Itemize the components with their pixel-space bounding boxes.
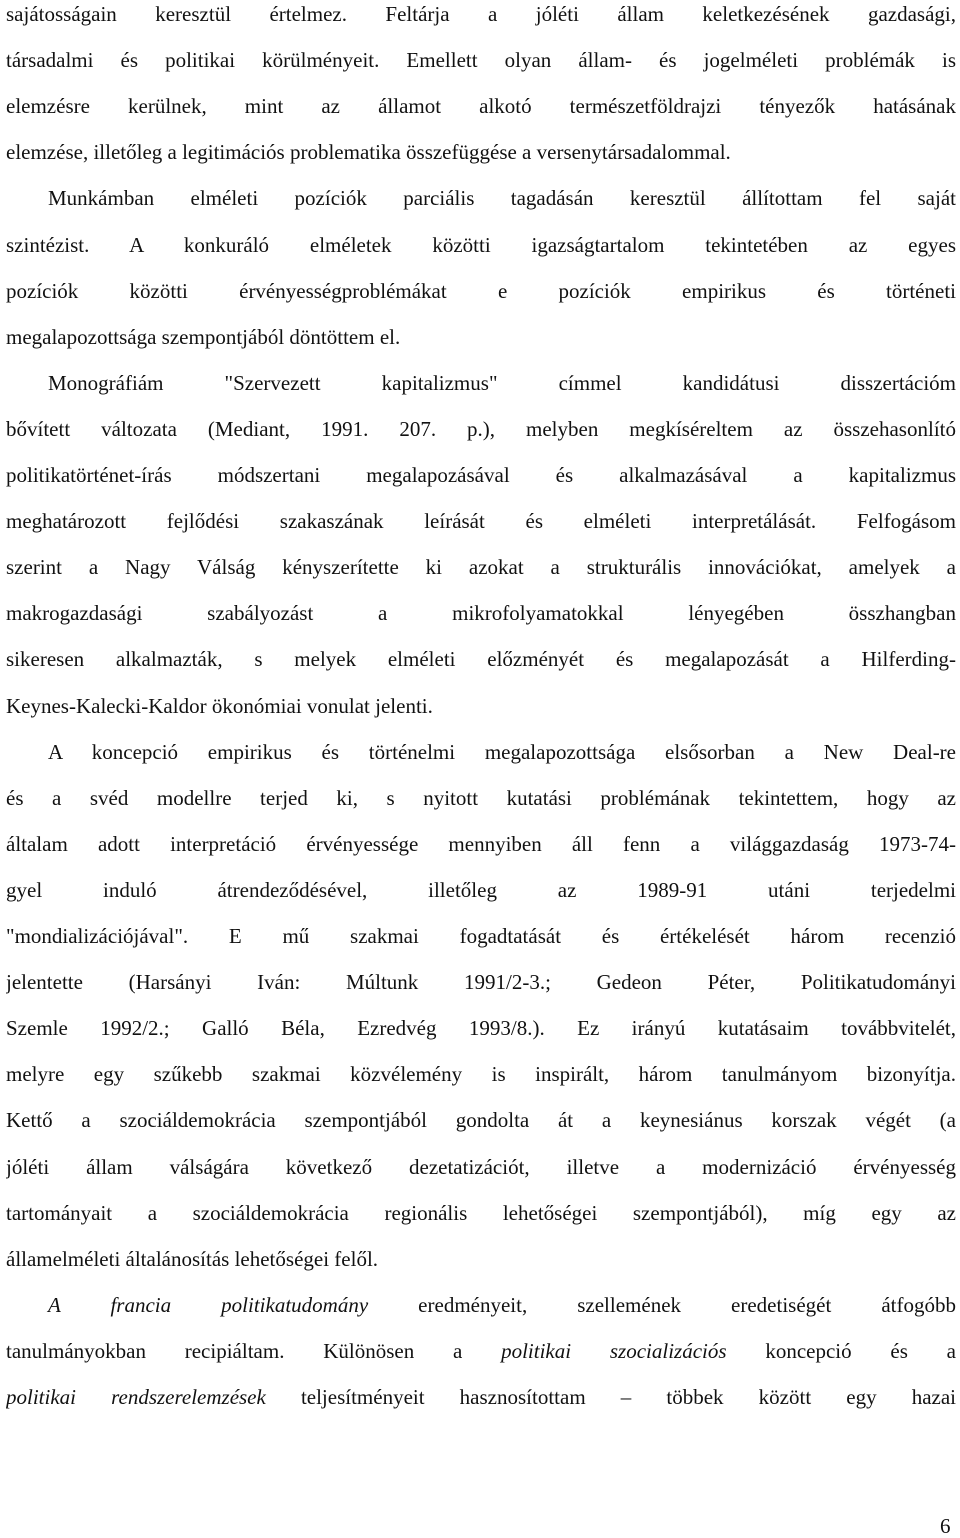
text-segment: Kettő a szociáldemokrácia szempontjából gondolta át a keynesiánus korszak végét (a — [6, 1108, 956, 1133]
text-segment: szintézist. A konkuráló elméletek közötti igazságtartalom tekintetében az egyes — [6, 232, 956, 257]
text-segment: politikatörténet-írás módszertani megalapozásával és alkalmazásával a kapitalizmus — [6, 463, 956, 487]
text-line — [6, 1244, 956, 1290]
text-line — [6, 783, 956, 829]
text-line — [6, 414, 956, 460]
text-segment: melyre egy szűkebb szakmai közvélemény is inspirált, három tanulmányom bizonyítja. — [6, 1062, 956, 1087]
text-line — [6, 137, 956, 183]
text-segment: sikeresen alkalmazták, s melyek elméleti előzményét és megalapozását a Hilferding- — [6, 647, 956, 672]
text-line — [6, 1105, 956, 1151]
text-line — [6, 0, 956, 45]
text-segment: gyel induló átrendeződésével, illetőleg az 1989-91 utáni terjedelmi — [6, 877, 956, 902]
text-segment: és a svéd modellre terjed ki, s nyitott kutatási problémának tekintettem, hogy az — [6, 785, 956, 810]
italic-text-segment: A francia politikatudomány — [48, 1292, 369, 1317]
text-line — [6, 829, 956, 875]
text-segment: pozíciók közötti érvényességproblémákat e pozíciók empirikus és történeti — [6, 278, 956, 303]
text-segment: A koncepció empirikus és történelmi megalapozottsága elsősorban a New Deal-re — [48, 739, 956, 764]
text-line — [6, 967, 956, 1013]
text-line — [6, 368, 956, 414]
text-segment: Monográfiám "Szervezett kapitalizmus" címmel kandidátusi disszertációm — [48, 370, 956, 395]
text-segment: elemzése, illetőleg a legitimációs problematika összefüggése a versenytársadalommal. — [6, 140, 731, 165]
text-segment: sajátosságain keresztül értelmez. Feltárja a jóléti állam keletkezésének gazdasági, — [6, 2, 956, 26]
text-segment: jelentette (Harsányi Iván: Múltunk 1991/2-3.; Gedeon Péter, Politikatudományi — [6, 970, 956, 995]
text-line — [6, 1059, 956, 1105]
text-line — [6, 1198, 956, 1244]
text-segment: megalapozottsága szempontjából döntöttem el. — [6, 324, 401, 349]
text-segment: meghatározott fejlődési szakaszának leírását és elméleti interpretálását. Felfogásom — [6, 509, 956, 534]
text-line — [6, 875, 956, 921]
text-line — [6, 1336, 956, 1382]
text-line — [6, 691, 956, 737]
text-line — [6, 737, 956, 783]
text-line — [6, 460, 956, 506]
text-line — [6, 552, 956, 598]
text-line — [6, 322, 956, 368]
text-segment: tartományait a szociáldemokrácia regionális lehetőségei szempontjából), míg egy az — [6, 1200, 956, 1225]
text-line — [6, 506, 956, 552]
text-line — [6, 644, 956, 690]
text-line — [6, 921, 956, 967]
text-segment: bővített változata (Mediant, 1991. 207. p.), melyben megkíséreltem az összehasonlító — [6, 416, 956, 441]
text-segment: társadalmi és politikai körülményeit. Emellett olyan állam- és jogelméleti problémák is — [6, 48, 956, 73]
text-segment: államelméleti általánosítás lehetőségei felől. — [6, 1246, 379, 1271]
text-segment: elemzésre kerülnek, mint az államot alkotó természetföldrajzi tényezők hatásának — [6, 94, 956, 119]
text-segment: eredményeit, szellemének eredetiségét átfogóbb — [368, 1292, 956, 1317]
text-line — [6, 598, 956, 644]
text-segment: jóléti állam válságára következő dezetatizációt, illetve a modernizáció érvényesség — [6, 1154, 956, 1179]
text-line — [6, 183, 956, 229]
text-segment: teljesítményeit hasznosítottam – többek között egy hazai — [265, 1385, 956, 1409]
text-segment: koncepció és a — [726, 1338, 956, 1363]
text-line — [6, 1152, 956, 1198]
text-line — [6, 1382, 956, 1428]
italic-text-segment: politikai szocializációs — [501, 1338, 727, 1363]
text-line — [6, 91, 956, 137]
text-line — [6, 1290, 956, 1336]
text-segment: tanulmányokban recipiáltam. Különösen a — [6, 1338, 502, 1363]
text-segment: szerint a Nagy Válság kényszerítette ki azokat a strukturális innovációkat, amelyek a — [6, 555, 956, 580]
text-line — [6, 45, 956, 91]
italic-text-segment: politikai rendszerelemzések — [6, 1385, 266, 1409]
text-line — [6, 1013, 956, 1059]
text-segment: "mondializációjával". E mű szakmai fogadtatását és értékelését három recenzió — [6, 924, 956, 948]
text-line — [6, 276, 956, 322]
text-segment: Munkámban elméleti pozíciók parciális tagadásán keresztül állítottam fel saját — [48, 186, 956, 211]
text-segment: Keynes-Kalecki-Kaldor ökonómiai vonulat jelenti. — [6, 693, 433, 718]
text-segment: általam adott interpretáció érvényessége mennyiben áll fenn a világgazdaság 1973-74- — [6, 831, 956, 856]
text-segment: Szemle 1992/2.; Galló Béla, Ezredvég 1993/8.). Ez irányú kutatásaim továbbvitelét, — [6, 1016, 956, 1041]
page-number: 6 — [940, 1514, 951, 1538]
text-line — [6, 230, 956, 276]
text-segment: makrogazdasági szabályozást a mikrofolyamatokkal lényegében összhangban — [6, 601, 956, 626]
